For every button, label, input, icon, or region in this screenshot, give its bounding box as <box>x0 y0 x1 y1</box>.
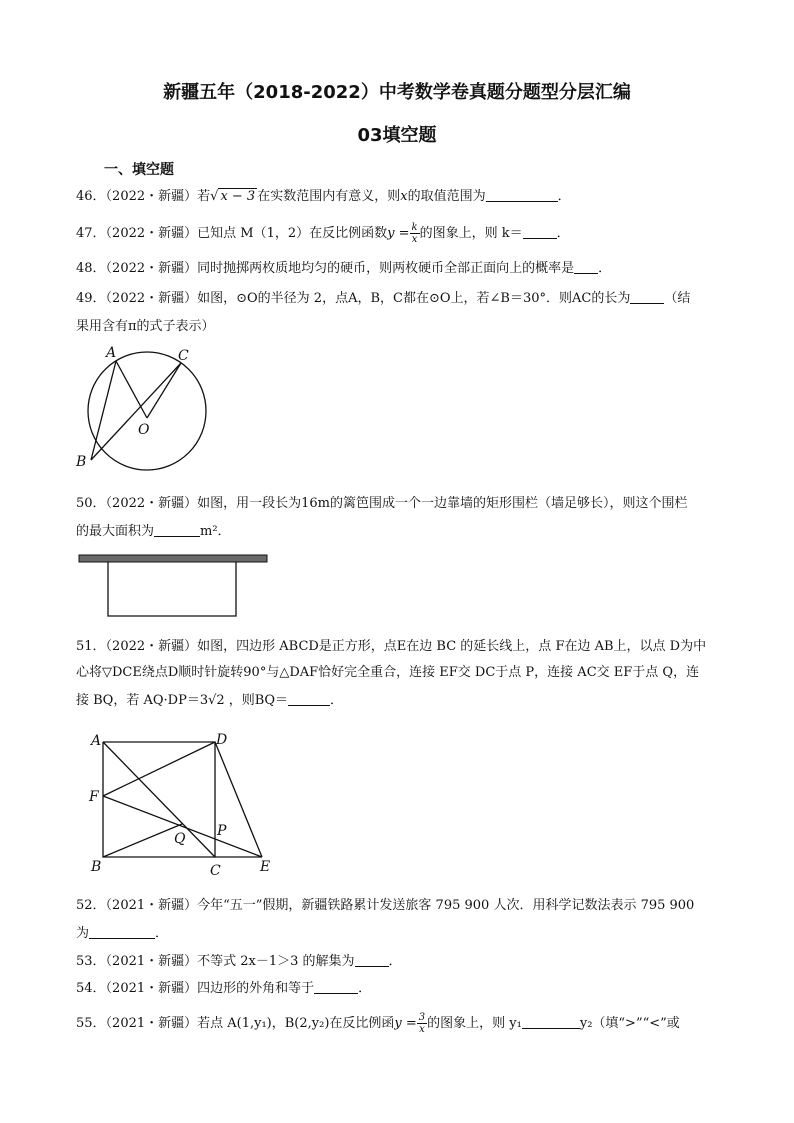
q54-answer-blank[interactable] <box>314 979 358 994</box>
fig51-label-f: F <box>89 789 99 805</box>
question-49-line2: 果用含有π的式子表示） <box>76 319 215 334</box>
q46-sqrt: √ x − 3 <box>210 189 256 204</box>
fig51-diagonal-ac <box>103 742 215 857</box>
fig51-label-b: B <box>91 859 102 875</box>
fig51-label-c: C <box>210 863 221 878</box>
question-52-line2 <box>76 921 716 947</box>
fig49-radius-oa <box>116 361 147 418</box>
q47-num: k <box>411 222 418 233</box>
question-50-line2 <box>76 519 716 545</box>
question-51-line3 <box>76 688 716 714</box>
q47-den: x <box>411 234 418 245</box>
q55-num: 3 <box>418 1012 426 1023</box>
q46-prefix: 46．（2022・新疆）若 <box>76 189 211 204</box>
q46-suffix: 的取值范围为 <box>407 189 486 204</box>
page-title: 新疆五年（2018-2022）中考数学卷真题分题型分层汇编 <box>163 82 631 103</box>
figure-49-circle <box>72 342 222 474</box>
fig51-segment-fe <box>103 796 262 857</box>
q50-line2: 的最大面积为 <box>76 524 155 539</box>
fig49-radius-oc <box>147 363 181 418</box>
question-52: 52．（2021・新疆）今年“五一”假期，新疆铁路累计发送旅客 795 900 人次．用科学记数法表示 795 900 <box>76 898 695 913</box>
fig50-fence-rectangle <box>108 562 236 616</box>
q53-text: 53．（2021・新疆）不等式 2x－1＞3 的解集为 <box>76 954 355 969</box>
q55-lhs: y = <box>394 1016 417 1031</box>
fig49-circle-outline <box>88 352 206 470</box>
q55-suffix: y₂（填“>”“<”或 <box>579 1016 680 1031</box>
figure-51-square <box>86 730 276 878</box>
q53-answer-blank[interactable] <box>355 952 389 967</box>
question-47 <box>76 221 716 247</box>
fig49-label-b: B <box>76 454 87 470</box>
q47-answer-blank[interactable] <box>523 224 557 239</box>
fig51-label-e: E <box>260 859 271 875</box>
q46-mid: 在实数范围内有意义，则 <box>257 189 401 204</box>
fig49-label-c: C <box>178 348 189 364</box>
q49-line1: 49．（2022・新疆）如图，⊙O的半径为 2，点A，B，C都在⊙O上，若∠B＝30°．则AC的长为 <box>76 291 631 306</box>
q52-answer-blank[interactable] <box>89 924 155 939</box>
page-subtitle: 03填空题 <box>357 125 437 146</box>
fig51-label-p: P <box>217 823 227 839</box>
q53-end: ． <box>388 954 402 969</box>
q50-unit: m²． <box>200 524 231 539</box>
q48-end: ． <box>598 261 612 276</box>
q47-end: ． <box>556 226 570 241</box>
question-55 <box>76 1011 716 1037</box>
q54-text: 54．（2021・新疆）四边形的外角和等于 <box>76 981 315 996</box>
q49-line1-end: （结 <box>664 291 691 306</box>
fig51-label-d: D <box>216 732 228 748</box>
section-heading: 一、填空题 <box>104 162 174 178</box>
fig49-label-a: A <box>106 345 117 361</box>
question-51: 51．（2022・新疆）如图，四边形 ABCD是正方形，点E在边 BC 的延长线上，点 F在边 AB上，以点 D为中 <box>76 639 707 654</box>
q51-line3: 接 BQ，若 AQ·DP＝3√2 ，则BQ＝ <box>76 693 288 708</box>
fig51-segment-bq <box>103 824 182 857</box>
q55-answer-blank[interactable] <box>522 1014 580 1029</box>
q47-prefix: 47．（2022・新疆）已知点 M（1，2）在反比例函数 <box>76 226 388 241</box>
q51-end: ． <box>330 693 344 708</box>
fig51-label-a: A <box>91 733 102 749</box>
fig49-label-o: O <box>138 422 150 438</box>
question-53 <box>76 949 716 975</box>
q50-answer-blank[interactable] <box>154 522 200 537</box>
question-54 <box>76 976 716 1002</box>
q48-answer-blank[interactable] <box>574 259 598 274</box>
q47-lhs: y = <box>387 226 410 241</box>
q55-mid: 的图象上，则 y₁ <box>427 1016 522 1031</box>
q52-line2: 为 <box>76 926 90 941</box>
q47-mid: 的图象上，则 k＝ <box>419 226 523 241</box>
q46-var: x <box>400 189 408 204</box>
fig51-label-q: Q <box>174 831 186 847</box>
question-51-line2: 心将▽DCE绕点D顺时针旋转90°与△DAF恰好完全重合，连接 EF交 DC于点 P，连接 AC交 EF于点 Q，连 <box>76 665 700 680</box>
q51-answer-blank[interactable] <box>288 691 330 706</box>
q52-end: ． <box>155 926 169 941</box>
q49-answer-blank[interactable] <box>630 289 664 304</box>
question-48 <box>76 256 716 282</box>
fig51-segment-de <box>215 742 262 857</box>
q46-answer-blank[interactable] <box>486 187 558 202</box>
question-46 <box>76 184 716 210</box>
fig51-segment-fd <box>103 742 215 796</box>
q47-fraction <box>410 222 420 245</box>
q46-radicand: x − 3 <box>220 189 256 204</box>
question-50: 50．（2022・新疆）如图，用一段长为16m的篱笆围成一个一边靠墙的矩形围栏（墙足够长），则这个围栏 <box>76 496 688 511</box>
q48-text: 48．（2022・新疆）同时抛掷两枚质地均匀的硬币，则两枚硬币全部正面向上的概率是 <box>76 261 575 276</box>
q55-den: x <box>419 1024 425 1035</box>
q55-fraction <box>417 1012 427 1035</box>
q55-prefix: 55．（2021・新疆）若点 A(1,y₁)，B(2,y₂)在反比例函 <box>76 1016 395 1031</box>
q46-end: ． <box>557 189 571 204</box>
fig50-wall <box>79 555 267 562</box>
fig49-chord-bc <box>91 363 181 460</box>
question-49 <box>76 286 716 312</box>
figure-50-fence <box>76 552 270 618</box>
fig49-chord-ab <box>91 361 116 460</box>
q54-end: ． <box>358 981 372 996</box>
